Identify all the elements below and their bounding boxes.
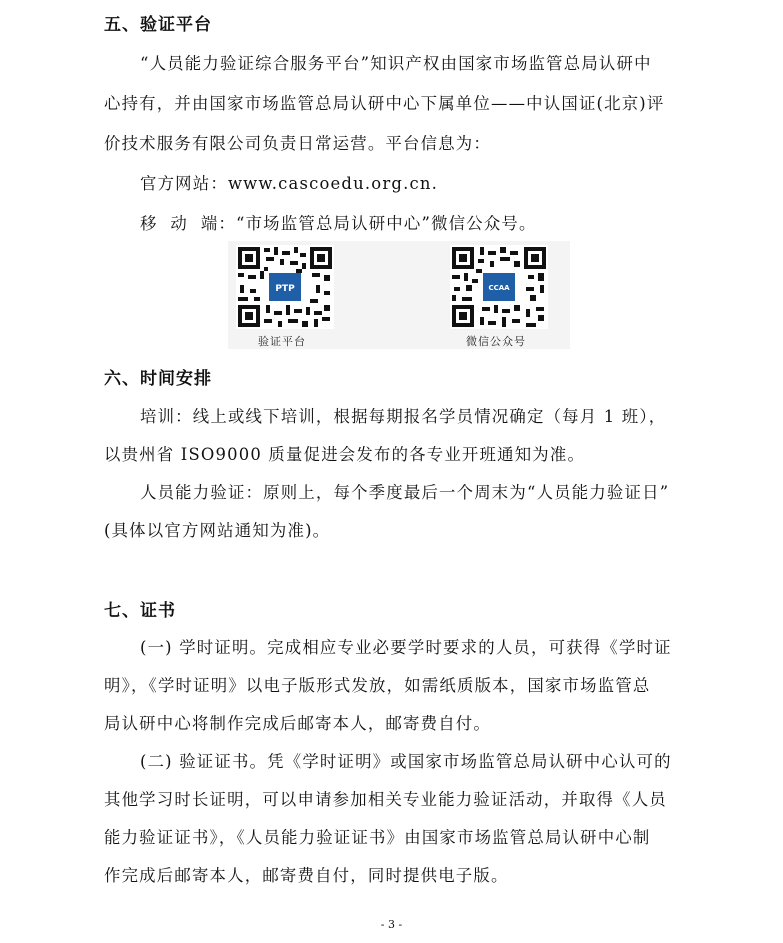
item2-line-4: 作完成后邮寄本人，邮寄费自付，同时提供电子版。: [104, 866, 509, 885]
training-line-1: 培训：线上或线下培训，根据每期报名学员情况确定（每月 1 班），: [140, 407, 667, 426]
section5-heading: 五、验证平台: [104, 15, 212, 35]
section5-line-1: “人员能力验证综合服务平台”知识产权由国家市场监管总局认研中: [140, 54, 652, 73]
website-line[interactable]: 官方网站：www.cascoedu.org.cn.: [140, 174, 439, 193]
section6-heading: 六、时间安排: [104, 369, 212, 389]
item1-line-2: 明》，《学时证明》以电子版形式发放，如需纸质版本，国家市场监管总: [104, 676, 651, 695]
section5-line-2: 心持有，并由国家市场监管总局认研中心下属单位——中认国证(北京)评: [104, 94, 665, 113]
item2-line-3: 能力验证证书》，《人员能力验证证书》由国家市场监管总局认研中心制: [104, 828, 651, 847]
verification-line-1: 人员能力验证：原则上，每个季度最后一个周末为“人员能力验证日”: [140, 483, 670, 502]
wechat-official-account-qr-code[interactable]: [450, 245, 548, 329]
section7-heading: 七、证书: [104, 601, 176, 621]
training-line-2: 以贵州省 ISO9000 质量促进会发布的各专业开班通知为准。: [104, 445, 586, 464]
qr-code-panel: [228, 241, 570, 349]
verification-platform-caption: 验证平台: [258, 335, 306, 348]
item2-line-2: 其他学习时长证明，可以申请参加相关专业能力验证活动，并取得《人员: [104, 790, 667, 809]
ccaa-badge-text: CCAA: [488, 284, 510, 292]
item1-line-3: 局认研中心将制作完成后邮寄本人，邮寄费自付。: [104, 714, 491, 733]
item2-line-1: (二) 验证证书。凭《学时证明》或国家市场监管总局认研中心认可的: [140, 752, 672, 771]
mobile-line: 移 动 端：“市场监管总局认研中心”微信公众号。: [140, 214, 537, 233]
section5-line-3: 价技术服务有限公司负责日常运营。平台信息为：: [104, 134, 491, 153]
verification-line-2: (具体以官方网站通知为准)。: [104, 521, 331, 540]
ptp-badge-text: PTP: [275, 284, 295, 294]
verification-platform-qr-code[interactable]: [236, 245, 334, 329]
page-number: - 3 -: [380, 918, 403, 931]
wechat-account-caption: 微信公众号: [466, 335, 526, 348]
item1-line-1: (一) 学时证明。完成相应专业必要学时要求的人员，可获得《学时证: [140, 638, 672, 657]
